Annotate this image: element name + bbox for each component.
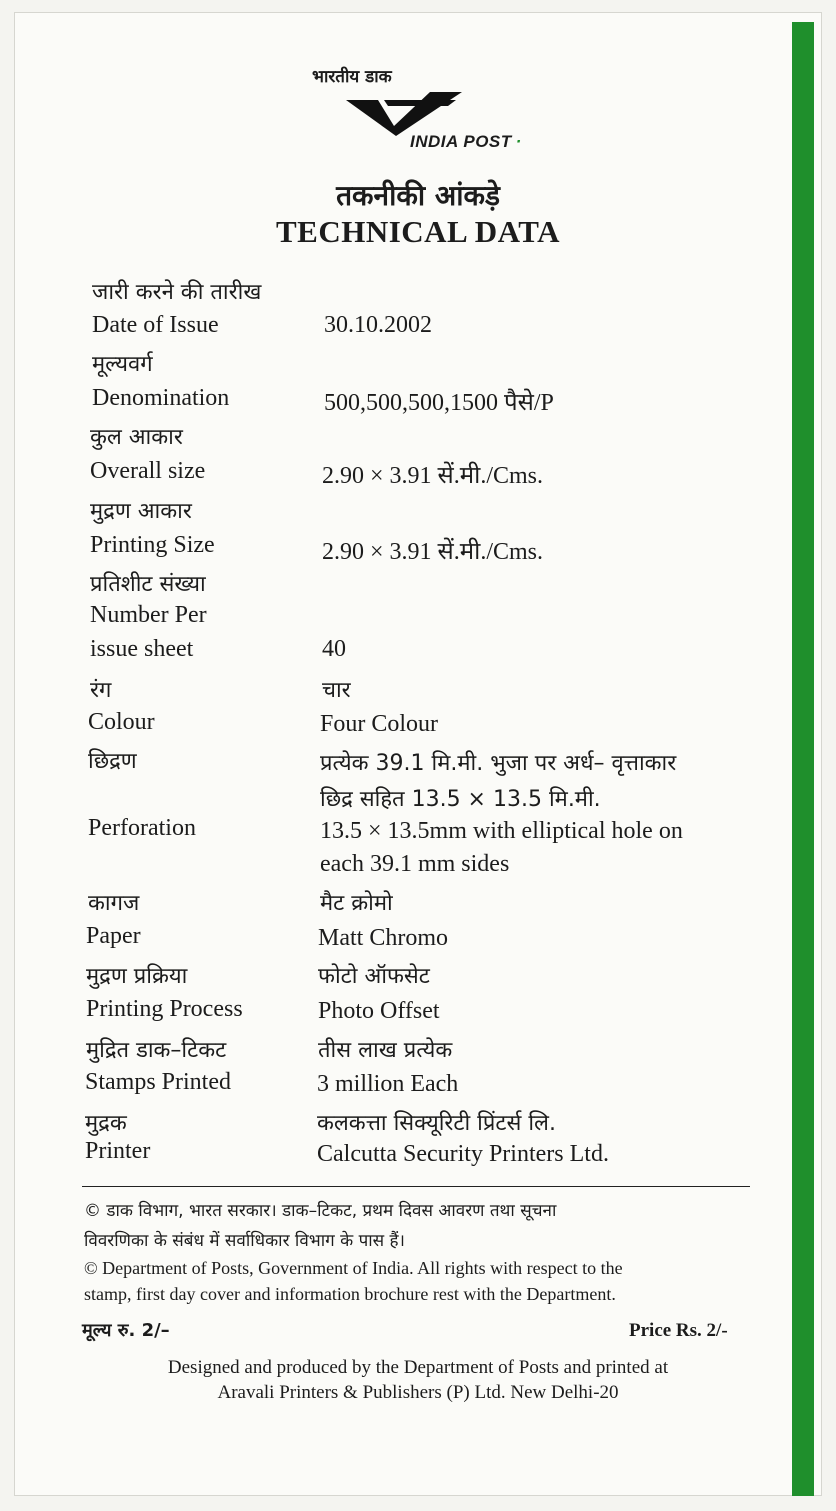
- paper-value-hindi: मैट क्रोमो: [320, 891, 393, 916]
- stamps-printed-label-hindi: मुद्रित डाक–टिकट: [86, 1038, 227, 1063]
- paper-value: Matt Chromo: [318, 925, 448, 951]
- copyright-english-line2: stamp, first day cover and information brochure rest with the Department.: [84, 1284, 616, 1304]
- overall-size-label: Overall size: [90, 458, 206, 484]
- perforation-value-line1: 13.5 × 13.5mm with elliptical hole on: [320, 818, 683, 844]
- denomination-label-hindi: मूल्यवर्ग: [92, 352, 153, 377]
- section-divider: [82, 1186, 750, 1187]
- title-english: TECHNICAL DATA: [275, 214, 561, 249]
- printing-size-label-hindi: मुद्रण आकार: [90, 499, 192, 524]
- copyright-english-line1: © Department of Posts, Government of India. All rights with respect to the: [84, 1258, 623, 1278]
- issue-date-value: 30.10.2002: [324, 312, 432, 338]
- credit-line2: Aravali Printers & Publishers (P) Ltd. New Delhi-20: [217, 1382, 619, 1403]
- logo-hindi-text: भारतीय डाक: [312, 67, 392, 87]
- colour-value-hindi: चार: [322, 678, 351, 703]
- overall-size-value: 2.90 × 3.91 सें.मी./Cms.: [322, 463, 544, 489]
- colour-value: Four Colour: [320, 711, 439, 737]
- perforation-value-hindi-line1: प्रत्येक 39.1 मि.मी. भुजा पर अर्ध– वृत्ताकार: [320, 751, 677, 776]
- stamps-printed-label: Stamps Printed: [85, 1069, 232, 1095]
- colour-label-hindi: रंग: [90, 678, 112, 703]
- number-per-sheet-label-line1: Number Per: [90, 602, 207, 628]
- printing-process-label: Printing Process: [86, 996, 243, 1022]
- india-post-logo: [300, 62, 540, 162]
- printing-process-label-hindi: मुद्रण प्रक्रिया: [86, 964, 188, 989]
- denomination-label: Denomination: [92, 385, 230, 411]
- perforation-label: Perforation: [88, 815, 196, 841]
- perforation-label-hindi: छिद्रण: [88, 749, 137, 774]
- issue-date-label-hindi: जारी करने की तारीख: [92, 280, 262, 305]
- price-hindi: मूल्य रु. 2/–: [82, 1320, 170, 1341]
- title-hindi: तकनीकी आंकड़े: [336, 179, 500, 212]
- printer-label: Printer: [85, 1138, 151, 1164]
- denomination-value: 500,500,500,1500 पैसे/P: [324, 390, 554, 416]
- paper-label-hindi: कागज: [88, 891, 140, 916]
- paper-label: Paper: [86, 923, 141, 949]
- perforation-value-line2: each 39.1 mm sides: [320, 851, 510, 877]
- printing-process-value-hindi: फोटो ऑफसेट: [318, 964, 430, 989]
- copyright-hindi-line2: विवरणिका के संबंध में सर्वाधिकार विभाग के पास हैं।: [84, 1231, 405, 1251]
- stamps-printed-value-hindi: तीस लाख प्रत्येक: [318, 1038, 453, 1063]
- perforation-value-hindi-line2: छिद्र सहित 13.5 × 13.5 मि.मी.: [320, 787, 601, 812]
- printing-size-value: 2.90 × 3.91 सें.मी./Cms.: [322, 539, 544, 565]
- colour-label: Colour: [88, 709, 155, 735]
- logo-english-label: INDIA POST: [410, 132, 512, 151]
- number-per-sheet-value: 40: [322, 636, 346, 662]
- printer-value: Calcutta Security Printers Ltd.: [317, 1141, 609, 1167]
- printer-label-hindi: मुद्रक: [85, 1111, 127, 1136]
- overall-size-label-hindi: कुल आकार: [90, 425, 183, 450]
- number-per-sheet-label-hindi: प्रतिशीट संख्या: [90, 572, 206, 597]
- logo-green-dot: ·: [515, 132, 522, 151]
- printing-process-value: Photo Offset: [318, 998, 440, 1024]
- copyright-hindi-line1: © डाक विभाग, भारत सरकार। डाक–टिकट, प्रथम दिवस आवरण तथा सूचना: [84, 1201, 557, 1221]
- price-english: Price Rs. 2/-: [629, 1320, 728, 1341]
- credit-line1: Designed and produced by the Department of Posts and printed at: [167, 1357, 669, 1378]
- india-post-emblem-icon: [344, 90, 464, 136]
- number-per-sheet-label-line2: issue sheet: [90, 636, 194, 662]
- issue-date-label: Date of Issue: [92, 312, 219, 338]
- stamps-printed-value: 3 million Each: [317, 1071, 459, 1097]
- printing-size-label: Printing Size: [90, 532, 215, 558]
- logo-english-text: [410, 132, 522, 152]
- printer-value-hindi: कलकत्ता सिक्यूरिटी प्रिंटर्स लि.: [317, 1111, 556, 1136]
